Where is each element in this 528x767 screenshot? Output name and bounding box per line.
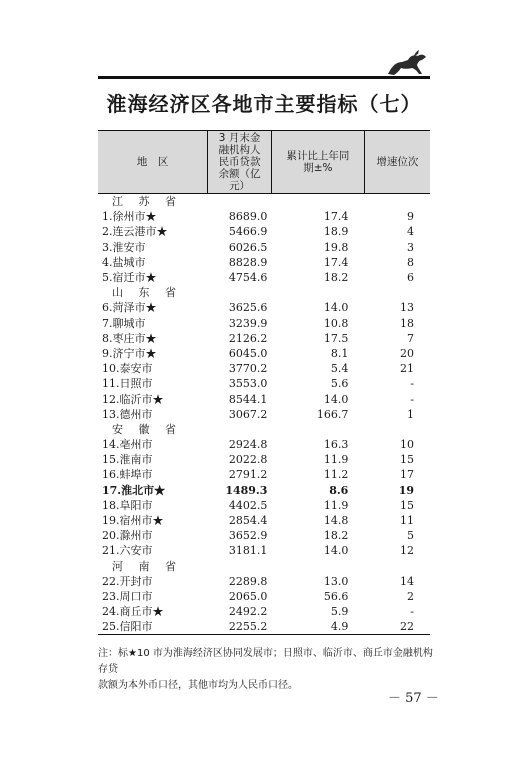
yoy-cell: 11.9 xyxy=(323,498,349,512)
rank-cell: 6 xyxy=(407,271,414,285)
rank-cell: 2 xyxy=(407,589,414,603)
rank-cell: 4 xyxy=(407,225,414,239)
table-row xyxy=(98,300,430,315)
loan-cell: 3652.9 xyxy=(228,529,268,543)
loan-cell: 3239.9 xyxy=(228,316,268,330)
rank-cell: 17 xyxy=(400,468,414,482)
yoy-cell: 8.6 xyxy=(329,483,349,497)
table-row xyxy=(98,255,430,270)
loan-cell: 8544.1 xyxy=(228,392,268,406)
loan-cell: 3553.0 xyxy=(228,377,268,391)
table-row xyxy=(98,498,430,513)
region-cell: 江 苏 省 xyxy=(112,195,182,209)
province-row xyxy=(98,559,430,574)
loan-cell: 3770.2 xyxy=(228,362,268,376)
page-number: － 57 － xyxy=(388,691,439,706)
yoy-cell: 16.3 xyxy=(323,438,349,452)
region-cell: 21.六安市 xyxy=(102,544,153,558)
rank-cell: 21 xyxy=(400,362,414,376)
region-cell: 河 南 省 xyxy=(112,559,182,573)
region-cell: 23.周口市 xyxy=(102,589,153,603)
rank-cell: 14 xyxy=(400,574,414,588)
yoy-cell: 18.2 xyxy=(323,529,349,543)
table-row xyxy=(98,407,430,422)
loan-cell: 8689.0 xyxy=(228,210,268,224)
region-cell: 4.盐城市 xyxy=(102,255,146,269)
loan-cell: 8828.9 xyxy=(228,255,268,269)
rank-cell xyxy=(364,422,430,437)
rank-cell: 7 xyxy=(407,331,414,345)
rank-cell: 15 xyxy=(400,453,414,467)
table-row xyxy=(98,619,430,635)
region-cell: 山 东 省 xyxy=(112,286,182,300)
table-row xyxy=(98,316,430,331)
table-header-row xyxy=(98,131,430,194)
yoy-cell: 17.4 xyxy=(323,210,349,224)
rank-cell: 13 xyxy=(400,301,414,315)
table-row xyxy=(98,574,430,589)
yoy-cell: 166.7 xyxy=(316,407,349,421)
table-row xyxy=(98,346,430,361)
rank-cell: 11 xyxy=(400,514,414,528)
rank-cell: - xyxy=(410,392,414,406)
region-cell: 11.日照市 xyxy=(102,377,153,391)
loan-cell: 2255.2 xyxy=(208,619,272,635)
rank-cell xyxy=(364,194,430,210)
footnote-line: 注：标★10 市为淮海经济区协同发展市；日照市、临沂市、商丘市金融机构存贷 xyxy=(98,648,433,675)
table-row xyxy=(98,483,430,498)
table-row xyxy=(98,589,430,604)
yoy-cell xyxy=(271,559,364,574)
loan-cell: 2854.4 xyxy=(228,514,268,528)
loan-cell: 2492.2 xyxy=(228,605,268,619)
rank-cell: 18 xyxy=(400,316,414,330)
province-row xyxy=(98,422,430,437)
yoy-cell: 11.2 xyxy=(323,468,349,482)
yoy-cell: 14.0 xyxy=(323,392,349,406)
yoy-cell xyxy=(271,285,364,300)
table-row xyxy=(98,376,430,391)
region-cell: 14.亳州市 xyxy=(102,438,153,452)
loan-cell: 2126.2 xyxy=(228,331,268,345)
yoy-cell: 5.6 xyxy=(330,377,349,391)
rank-cell: 5 xyxy=(407,529,414,543)
region-cell: 2.连云港市★ xyxy=(102,225,168,239)
loan-cell xyxy=(208,285,272,300)
loan-cell xyxy=(208,194,272,210)
region-cell: 3.淮安市 xyxy=(102,240,146,254)
page-title: 淮海经济区各地市主要指标（七） xyxy=(106,92,422,116)
loan-cell: 4402.5 xyxy=(228,498,268,512)
header-region: 地 区 xyxy=(98,131,208,194)
loan-cell: 2022.8 xyxy=(228,453,268,467)
loan-cell: 6045.0 xyxy=(228,346,268,360)
yoy-cell: 14.0 xyxy=(323,301,349,315)
loan-cell: 3181.1 xyxy=(228,544,268,558)
indicator-table xyxy=(98,130,430,635)
region-cell: 16.蚌埠市 xyxy=(102,468,153,482)
table-row xyxy=(98,543,430,558)
rank-cell: 8 xyxy=(407,255,414,269)
table-row xyxy=(98,391,430,406)
yoy-cell: 5.9 xyxy=(330,605,349,619)
region-cell: 15.淮南市 xyxy=(102,453,153,467)
header-yoy: 累计比上年同期±% xyxy=(271,131,364,194)
rank-cell: 10 xyxy=(400,438,414,452)
footnote-line: 款额为本外币口径，其他市均为人民币口径。 xyxy=(98,680,298,691)
table-row xyxy=(98,437,430,452)
rank-cell: 9 xyxy=(407,210,414,224)
table-row xyxy=(98,331,430,346)
header-loan: 3 月末金融机构人民币贷款余额（亿元） xyxy=(208,131,272,194)
loan-cell: 4754.6 xyxy=(228,271,268,285)
region-cell: 9.济宁市★ xyxy=(102,346,157,360)
yoy-cell: 8.1 xyxy=(330,346,349,360)
region-cell: 6.菏泽市★ xyxy=(102,301,157,315)
table-body xyxy=(98,194,430,635)
header-rank: 增速位次 xyxy=(364,131,430,194)
rank-cell: 12 xyxy=(400,544,414,558)
loan-cell: 2924.8 xyxy=(228,438,268,452)
region-cell: 5.宿迁市★ xyxy=(102,271,157,285)
rank-cell: 20 xyxy=(400,346,414,360)
yoy-cell: 14.0 xyxy=(323,544,349,558)
table-row xyxy=(98,209,430,224)
loan-cell: 1489.3 xyxy=(225,483,268,497)
region-cell: 25.信阳市 xyxy=(98,619,208,635)
rank-cell: 15 xyxy=(400,498,414,512)
table-row xyxy=(98,604,430,619)
rank-cell: 19 xyxy=(398,483,414,497)
yoy-cell: 11.9 xyxy=(323,453,349,467)
yoy-cell: 10.8 xyxy=(323,316,349,330)
rank-cell xyxy=(364,285,430,300)
region-cell: 13.德州市 xyxy=(102,407,153,421)
yoy-cell: 18.9 xyxy=(323,225,349,239)
region-cell: 20.滁州市 xyxy=(102,529,153,543)
rank-cell: - xyxy=(410,377,414,391)
loan-cell: 3625.6 xyxy=(228,301,268,315)
region-cell: 1.徐州市★ xyxy=(102,210,157,224)
province-row xyxy=(98,194,430,210)
loan-cell: 6026.5 xyxy=(228,240,268,254)
rank-cell: 3 xyxy=(407,240,414,254)
table-row xyxy=(98,528,430,543)
region-cell: 17.淮北市★ xyxy=(102,483,166,497)
table-row xyxy=(98,270,430,285)
loan-cell: 3067.2 xyxy=(228,407,268,421)
rank-cell: - xyxy=(410,605,414,619)
region-cell: 18.阜阳市 xyxy=(102,498,153,512)
yoy-cell: 56.6 xyxy=(323,589,349,603)
table-row xyxy=(98,513,430,528)
table-row xyxy=(98,467,430,482)
footnote xyxy=(98,646,434,694)
loan-cell: 2791.2 xyxy=(228,468,268,482)
region-cell: 8.枣庄市★ xyxy=(102,331,157,345)
rank-cell xyxy=(364,559,430,574)
yoy-cell: 14.8 xyxy=(323,514,349,528)
table-row xyxy=(98,361,430,376)
header-rule xyxy=(98,76,430,79)
yoy-cell xyxy=(271,194,364,210)
region-cell: 24.商丘市★ xyxy=(102,605,164,619)
region-cell: 12.临沂市★ xyxy=(102,392,164,406)
region-cell: 安 徽 省 xyxy=(112,422,182,436)
province-row xyxy=(98,285,430,300)
yoy-cell: 13.0 xyxy=(323,574,349,588)
loan-cell xyxy=(208,559,272,574)
loan-cell xyxy=(208,422,272,437)
yoy-cell: 17.5 xyxy=(323,331,349,345)
rank-cell: 22 xyxy=(364,619,430,635)
table-row xyxy=(98,452,430,467)
loan-cell: 2065.0 xyxy=(228,589,268,603)
table-row xyxy=(98,240,430,255)
yoy-cell: 5.4 xyxy=(330,362,349,376)
yoy-cell: 19.8 xyxy=(323,240,349,254)
loan-cell: 2289.8 xyxy=(228,574,268,588)
region-cell: 7.聊城市 xyxy=(102,316,146,330)
region-cell: 19.宿州市★ xyxy=(102,514,164,528)
yoy-cell: 4.9 xyxy=(271,619,364,635)
rank-cell: 1 xyxy=(407,407,414,421)
yoy-cell: 17.4 xyxy=(323,255,349,269)
table-row xyxy=(98,224,430,239)
yoy-cell xyxy=(271,422,364,437)
region-cell: 10.泰安市 xyxy=(102,362,153,376)
loan-cell: 5466.9 xyxy=(228,225,268,239)
yoy-cell: 18.2 xyxy=(323,271,349,285)
region-cell: 22.开封市 xyxy=(102,574,153,588)
